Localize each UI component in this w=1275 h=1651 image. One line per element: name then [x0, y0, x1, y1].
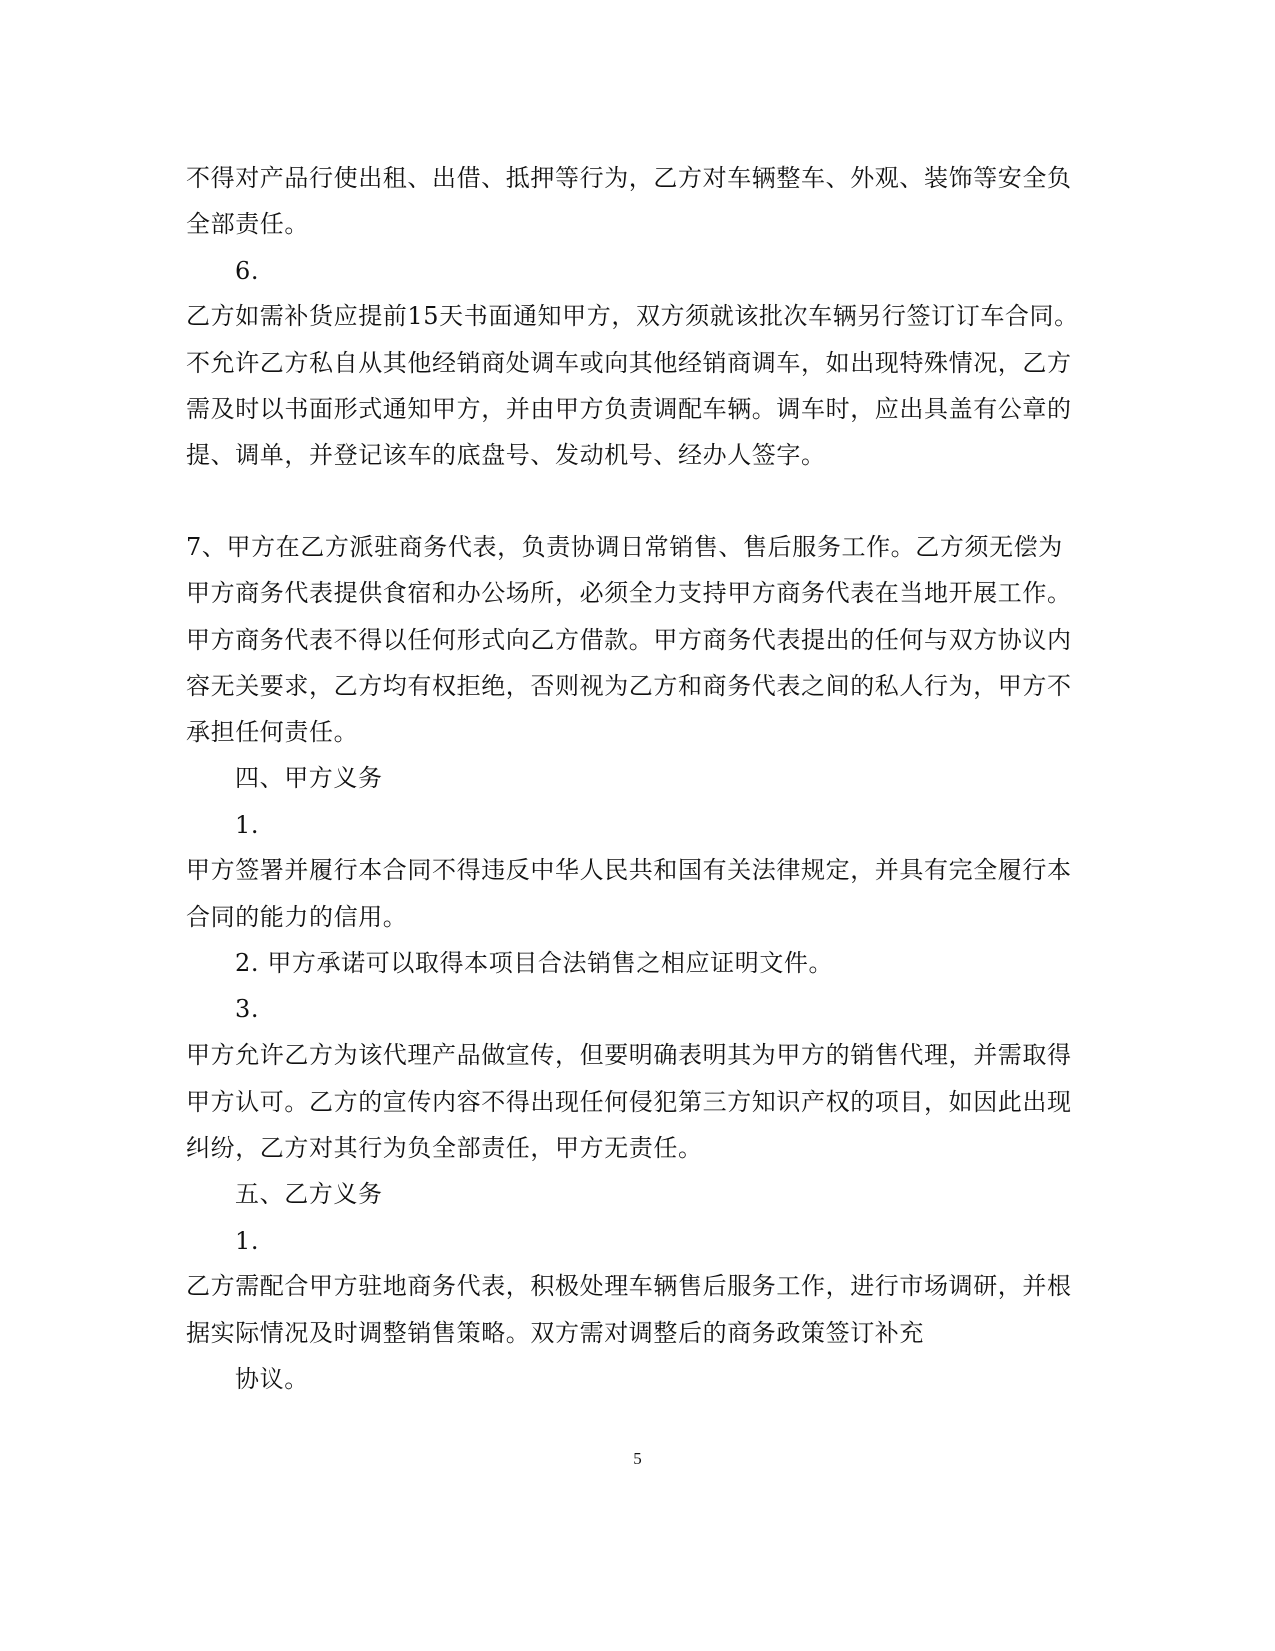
text-line: 提、调单，并登记该车的底盘号、发动机号、经办人签字。	[186, 441, 826, 469]
text-line: 甲方允许乙方为该代理产品做宣传，但要明确表明其为甲方的销售代理，并需取得	[186, 1041, 1072, 1069]
text-line: 乙方需配合甲方驻地商务代表，积极处理车辆售后服务工作，进行市场调研，并根	[186, 1272, 1072, 1300]
list-number: 3.	[235, 995, 260, 1023]
text-line: 纠纷，乙方对其行为负全部责任，甲方无责任。	[186, 1134, 703, 1162]
text-line: 甲方商务代表提供食宿和办公场所，必须全力支持甲方商务代表在当地开展工作。	[186, 579, 1072, 607]
list-item: 2. 甲方承诺可以取得本项目合法销售之相应证明文件。	[235, 949, 834, 977]
text-line: 协议。	[235, 1365, 309, 1393]
text-line: 据实际情况及时调整销售策略。双方需对调整后的商务政策签订补充	[186, 1319, 924, 1347]
text-line: 甲方商务代表不得以任何形式向乙方借款。甲方商务代表提出的任何与双方协议内	[186, 626, 1072, 654]
text-line: 合同的能力的信用。	[186, 903, 408, 931]
text-line: 乙方如需补货应提前15天书面通知甲方，双方须就该批次车辆另行签订订车合同。	[186, 302, 1079, 330]
list-number: 1.	[235, 1227, 260, 1255]
page-number: 5	[633, 1449, 642, 1468]
text-line: 7、甲方在乙方派驻商务代表，负责协调日常销售、售后服务工作。乙方须无偿为	[186, 533, 1063, 561]
text-line: 全部责任。	[186, 210, 309, 238]
list-number: 6.	[235, 257, 260, 285]
section-heading: 五、乙方义务	[235, 1180, 383, 1208]
text-line: 甲方签署并履行本合同不得违反中华人民共和国有关法律规定，并具有完全履行本	[186, 856, 1072, 884]
text-line: 甲方认可。乙方的宣传内容不得出现任何侵犯第三方知识产权的项目，如因此出现	[186, 1088, 1072, 1116]
text-line: 容无关要求，乙方均有权拒绝，否则视为乙方和商务代表之间的私人行为，甲方不	[186, 672, 1072, 700]
section-heading: 四、甲方义务	[235, 764, 383, 792]
text-line: 需及时以书面形式通知甲方，并由甲方负责调配车辆。调车时，应出具盖有公章的	[186, 395, 1072, 423]
text-line: 不得对产品行使出租、出借、抵押等行为，乙方对车辆整车、外观、装饰等安全负	[186, 164, 1072, 192]
list-number: 1.	[235, 811, 260, 839]
text-line: 不允许乙方私自从其他经销商处调车或向其他经销商调车，如出现特殊情况，乙方	[186, 349, 1072, 377]
text-line: 承担任何责任。	[186, 718, 359, 746]
